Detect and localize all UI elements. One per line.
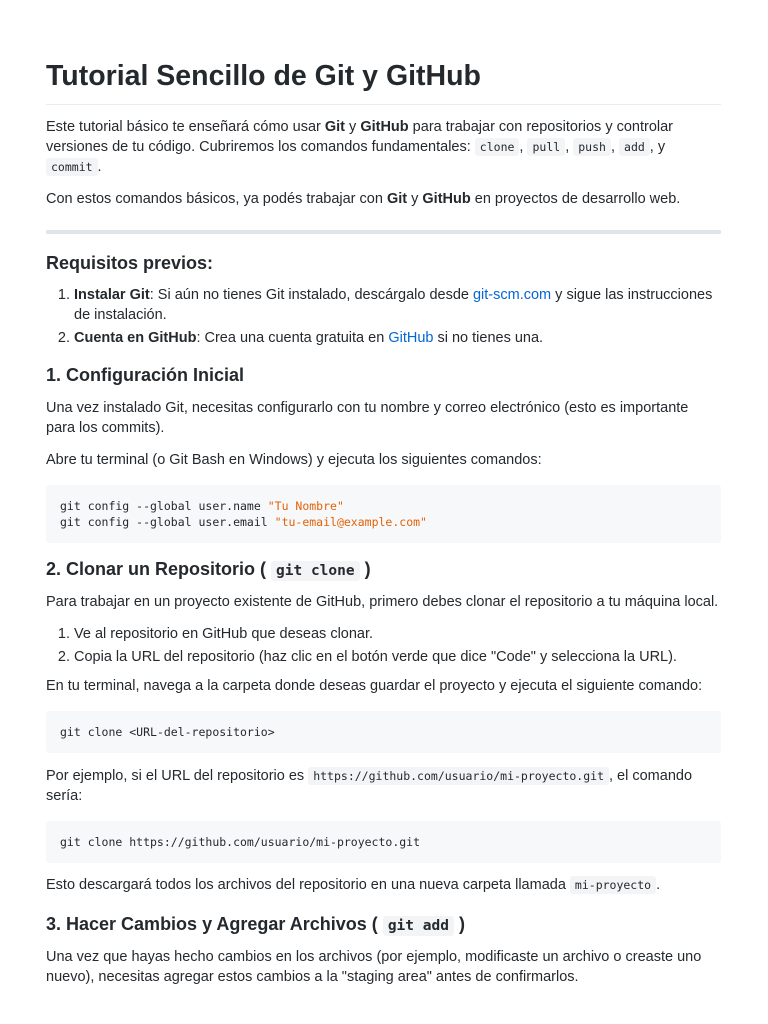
code-command: git config --global user.email (60, 515, 275, 529)
inline-code-folder: mi-proyecto (570, 876, 656, 894)
text: Por ejemplo, si el URL del repositorio es (46, 768, 309, 784)
intro2-text: Con estos comandos básicos, ya podés trabajar con (46, 191, 387, 207)
req-item-text: : Si aún no tienes Git instalado, descárgalo desde (149, 287, 473, 303)
sep-last: , y (649, 139, 666, 155)
config-code-block (46, 485, 721, 543)
heading-text: 3. Hacer Cambios y Agregar Archivos ( (46, 914, 378, 934)
s2-paragraph-2: En tu terminal, navega a la carpeta donde deseas guardar el proyecto y ejecuta el siguiente comando: (46, 678, 703, 694)
sep: , (565, 139, 574, 155)
s2-paragraph-4 (46, 875, 721, 895)
sep: , (610, 139, 620, 155)
cmd-commit: commit (46, 158, 98, 176)
heading-text: 2. Clonar un Repositorio ( (46, 559, 267, 579)
list-item: 1. Ve al repositorio en GitHub que deseas clonar. (74, 624, 721, 644)
req-item-title: Cuenta en GitHub (74, 330, 197, 346)
req-item-text: : Crea una cuenta gratuita en (196, 330, 389, 346)
intro2-and: y (407, 191, 423, 207)
period: . (97, 159, 102, 175)
req-item-text-2: y sigue las instrucciones de instalación. (74, 287, 713, 323)
section-2-heading (46, 557, 721, 583)
section-divider (46, 230, 721, 234)
cmd-push: push (573, 138, 611, 156)
cmd-clone: clone (475, 138, 520, 156)
github-link[interactable]: GitHub (388, 330, 434, 346)
list-item: 2. Copia la URL del repositorio (haz clic en el botón verde que dice "Code" y selecciona la URL). (74, 647, 721, 667)
clone-steps-list (46, 624, 721, 667)
s1-paragraph-2: Abre tu terminal (o Git Bash en Windows) y ejecuta los siguientes comandos: (46, 452, 542, 468)
s2-paragraph-3 (46, 766, 721, 806)
cmd-add: add (619, 138, 650, 156)
intro-git-bold: Git (324, 119, 346, 135)
sep: , (519, 139, 528, 155)
intro2-git-bold: Git (386, 191, 408, 207)
intro2-github-bold: GitHub (422, 191, 471, 207)
text: . (656, 877, 661, 893)
list-item (74, 328, 721, 348)
heading-code: git add (383, 916, 454, 936)
s2-paragraph-1: Para trabajar en un proyecto existente de GitHub, primero debes clonar el repositorio a tu máquina local. (46, 594, 719, 610)
req-item-title: Instalar Git (74, 287, 150, 303)
heading-code: git clone (271, 561, 360, 581)
intro-text: Este tutorial básico te enseñará cómo usar (46, 119, 325, 135)
s1-paragraph-1: Una vez instalado Git, necesitas configurarlo con tu nombre y correo electrónico (esto es importante para los commits). (46, 400, 689, 436)
heading-text-end: ) (364, 559, 371, 579)
code-command: git config --global user.name (60, 499, 268, 513)
intro-text-2: para trabajar con repositorios y controlar versiones de tu código. Cubriremos los comandos fundamentales: (46, 119, 674, 155)
intro2-text-2: en proyectos de desarrollo web. (470, 191, 681, 207)
heading-text-end: ) (458, 914, 465, 934)
text: , el comando sería: (46, 768, 693, 804)
requirements-heading: Requisitos previos: (46, 253, 214, 273)
req-item-text-2: si no tienes una. (433, 330, 544, 346)
intro-paragraph (46, 117, 721, 177)
s3-paragraph-1: Una vez que hayas hecho cambios en los archivos (por ejemplo, modificaste un archivo o creaste uno nuevo), necesitas agregar estos cambios a la "staging area" antes de confirmarlos. (46, 949, 702, 985)
cmd-pull: pull (527, 138, 565, 156)
intro-github-bold: GitHub (360, 119, 409, 135)
list-item (74, 285, 721, 325)
clone-example-code-block: git clone https://github.com/usuario/mi-proyecto.git (46, 821, 721, 863)
clone-code-block: git clone <URL-del-repositorio> (46, 711, 721, 753)
git-scm-link[interactable]: git-scm.com (472, 287, 552, 303)
text: Esto descargará todos los archivos del repositorio en una nueva carpeta llamada (46, 877, 570, 893)
page-title: Tutorial Sencillo de Git y GitHub (46, 0, 721, 105)
section-3-heading (46, 912, 721, 938)
intro-paragraph-2 (46, 189, 721, 209)
requirements-list (46, 285, 721, 348)
section-1-heading: 1. Configuración Inicial (46, 365, 245, 385)
intro-and: y (345, 119, 361, 135)
code-string: "Tu Nombre" (267, 499, 344, 513)
code-string: "tu-email@example.com" (274, 515, 427, 529)
inline-code-url: https://github.com/usuario/mi-proyecto.git (308, 767, 609, 785)
